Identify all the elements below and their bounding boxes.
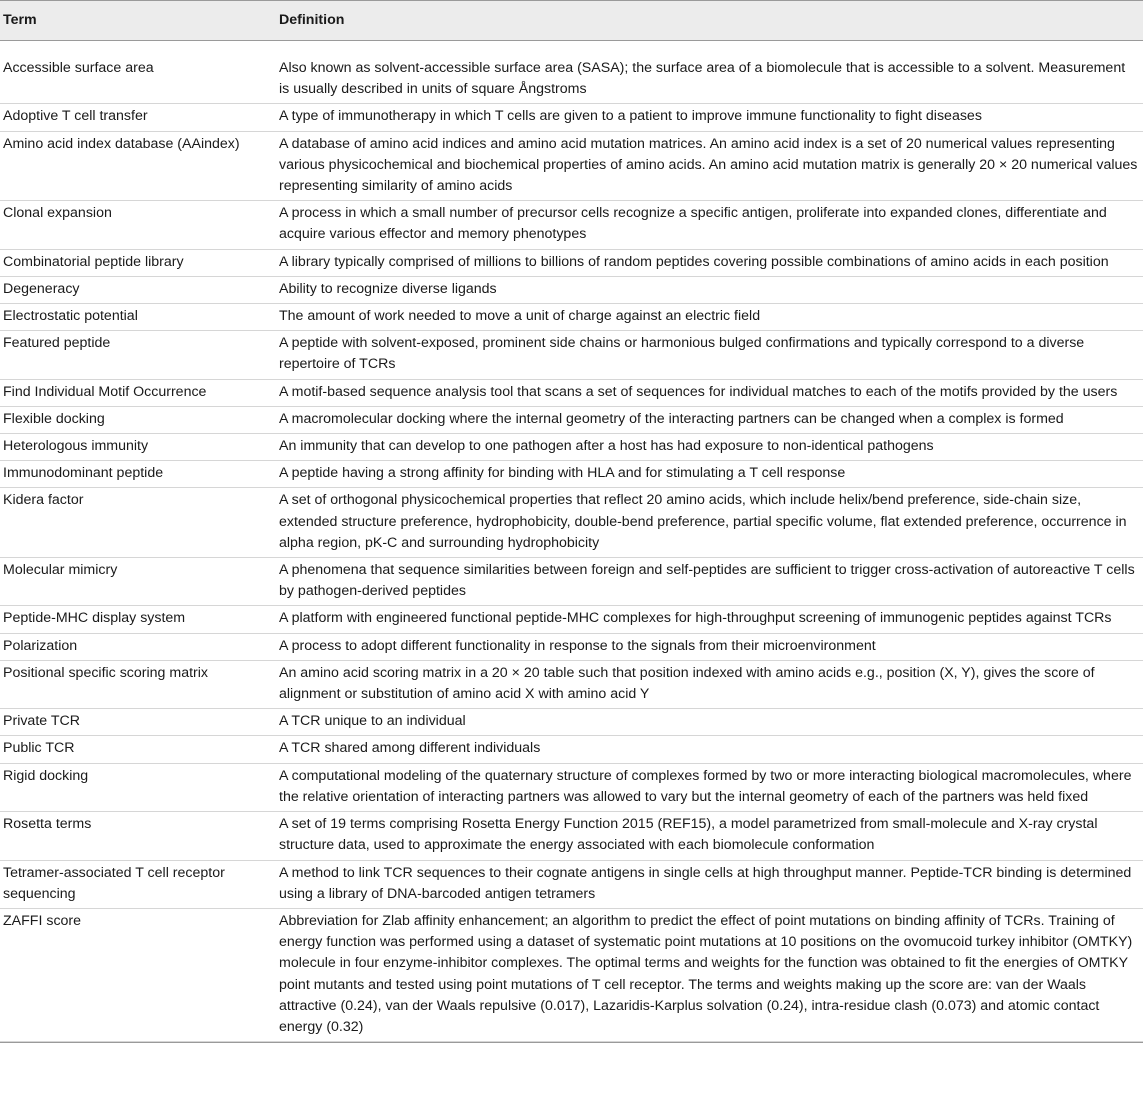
definition-cell: A platform with engineered functional peptide-MHC complexes for high-throughput screening of immunogenic peptides against TCRs (279, 610, 1112, 627)
definition-cell: A TCR unique to an individual (279, 713, 466, 730)
definition-cell: A type of immunotherapy in which T cells are given to a patient to improve immune functionality to fight diseases (279, 108, 982, 125)
term-cell: Find Individual Motif Occurrence (3, 383, 207, 400)
table-row (0, 709, 1143, 736)
definition-cell: A peptide with solvent-exposed, prominent side chains or harmonious bulged confirmations and typically correspond to a diverse repertoire of TCRs (279, 335, 1085, 373)
definition-cell: A TCR shared among different individuals (279, 740, 541, 757)
table-row (0, 812, 1143, 860)
term-cell: Featured peptide (3, 335, 111, 352)
table-row (0, 861, 1143, 909)
definition-cell: A computational modeling of the quaternary structure of complexes formed by two or more interacting biological macromolecules, where the relative orientation of interacting partners was allowed to vary but the internal geometry of each of the partners was held fixed (279, 767, 1132, 805)
definition-cell: An amino acid scoring matrix in a 20 × 20 table such that position indexed with amino acids e.g., position (X, Y), gives the score of alignment or substitution of amino acid X with amino acid Y (279, 664, 1095, 703)
term-cell: Rigid docking (3, 767, 89, 784)
term-cell: Clonal expansion (3, 205, 112, 222)
term-cell: Polarization (3, 637, 78, 654)
term-cell: Kidera factor (3, 492, 84, 509)
definition-cell: A macromolecular docking where the internal geometry of the interacting partners can be changed when a complex is formed (279, 410, 1064, 427)
term-cell: Peptide-MHC display system (3, 610, 186, 627)
definition-cell: Ability to recognize diverse ligands (279, 280, 497, 297)
table-row (0, 132, 1143, 202)
table-row (0, 736, 1143, 763)
term-cell: Positional specific scoring matrix (3, 664, 209, 681)
term-cell: Immunodominant peptide (3, 465, 164, 482)
table-row (0, 104, 1143, 131)
table-row (0, 661, 1143, 709)
definition-cell: A phenomena that sequence similarities between foreign and self-peptides are sufficient to trigger cross-activation of autoreactive T cells by pathogen-derived peptides (279, 562, 1135, 600)
table-row (0, 201, 1143, 249)
term-cell: Adoptive T cell transfer (3, 108, 148, 125)
definition-cell: A method to link TCR sequences to their cognate antigens in single cells at high throughput manner. Peptide-TCR binding is determined using a library of DNA-barcoded antigen tetramers (279, 864, 1132, 902)
definition-cell: A set of 19 terms comprising Rosetta Energy Function 2015 (REF15), a model parametrized from small-molecule and X-ray crystal structure data, used to approximate the energy associated with each biomolecule conformation (279, 816, 1098, 854)
definition-cell: A peptide having a strong affinity for binding with HLA and for stimulating a T cell response (279, 465, 846, 482)
table-row (0, 558, 1143, 606)
table-row (0, 277, 1143, 304)
table-row (0, 304, 1143, 331)
term-cell: Molecular mimicry (3, 562, 118, 579)
table-bottom-rule (0, 1042, 1143, 1043)
table-row (0, 634, 1143, 661)
table-row (0, 56, 1143, 104)
definition-cell: Abbreviation for Zlab affinity enhancement; an algorithm to predict the effect of point mutations on binding affinity of TCRs. Training of energy function was performed using a dataset of systematic point mutations at 10 positions on the ovomucoid turkey inhibitor (OMTKY) molecule in four enzyme-inhibitor complexes. The optimal terms and weights for the function was obtained to fit the energies of OMTKY point mutants and tested using point mutations of T cell receptor. The terms and weights making up the score are: van der Waals attractive (0.24), van der Waals repulsive (0.017), Lazaridis-Karplus solvation (0.24), intra-residue clash (0.073) and atomic contact energy (0.32) (279, 912, 1133, 1035)
definition-cell: Also known as solvent-accessible surface area (SASA); the surface area of a biomolecule that is accessible to a solvent. Measurement is usually described in units of square Ångstroms (279, 60, 1126, 98)
term-cell: Private TCR (3, 713, 80, 730)
definition-column-header: Definition (279, 11, 345, 28)
term-cell: Amino acid index database (AAindex) (3, 135, 240, 152)
table-row (0, 331, 1143, 379)
term-cell: Flexible docking (3, 410, 105, 427)
table-row (0, 488, 1143, 558)
table-body (0, 41, 1143, 1042)
table-row (0, 407, 1143, 434)
definition-cell: A set of orthogonal physicochemical properties that reflect 20 amino acids, which include helix/bend preference, side-chain size, extended structure preference, hydrophobicity, double-bend preference, partial specific volume, flat extended preference, occurrence in alpha region, pK-C and surrounding hydrophobicity (279, 492, 1127, 551)
term-cell: Combinatorial peptide library (3, 253, 184, 270)
term-cell: Tetramer-associated T cell receptor sequencing (3, 864, 225, 902)
table-row (0, 764, 1143, 812)
definition-cell: An immunity that can develop to one pathogen after a host has had exposure to non-identical pathogens (279, 438, 934, 455)
term-cell: Electrostatic potential (3, 308, 138, 325)
definition-cell: A process in which a small number of precursor cells recognize a specific antigen, proliferate into expanded clones, differentiate and acquire various effector and memory phenotypes (279, 205, 1107, 243)
table-row (0, 909, 1143, 1042)
definition-cell: A library typically comprised of millions to billions of random peptides covering possible combinations of amino acids in each position (279, 253, 1109, 270)
term-cell: Degeneracy (3, 280, 80, 297)
definition-cell: A database of amino acid indices and amino acid mutation matrices. An amino acid index is a set of 20 numerical values representing various physicochemical and biochemical properties of amino acids. An amino acid mutation matrix is generally 20 × 20 numerical values representing similarity of amino acids (279, 135, 1138, 195)
definition-cell: The amount of work needed to move a unit of charge against an electric field (279, 308, 761, 325)
term-cell: Public TCR (3, 740, 75, 757)
table-row (0, 434, 1143, 461)
table-row (0, 461, 1143, 488)
term-cell: ZAFFI score (3, 912, 82, 929)
table-header (0, 0, 1143, 41)
definition-cell: A process to adopt different functionality in response to the signals from their microenvironment (279, 637, 876, 654)
term-cell: Rosetta terms (3, 816, 92, 833)
table-row (0, 250, 1143, 277)
term-cell: Heterologous immunity (3, 438, 149, 455)
term-cell: Accessible surface area (3, 60, 154, 76)
table-row (0, 606, 1143, 633)
term-column-header: Term (3, 11, 37, 28)
definition-cell: A motif-based sequence analysis tool that scans a set of sequences for individual matches to each of the motifs provided by the users (279, 383, 1118, 400)
table-row (0, 380, 1143, 407)
